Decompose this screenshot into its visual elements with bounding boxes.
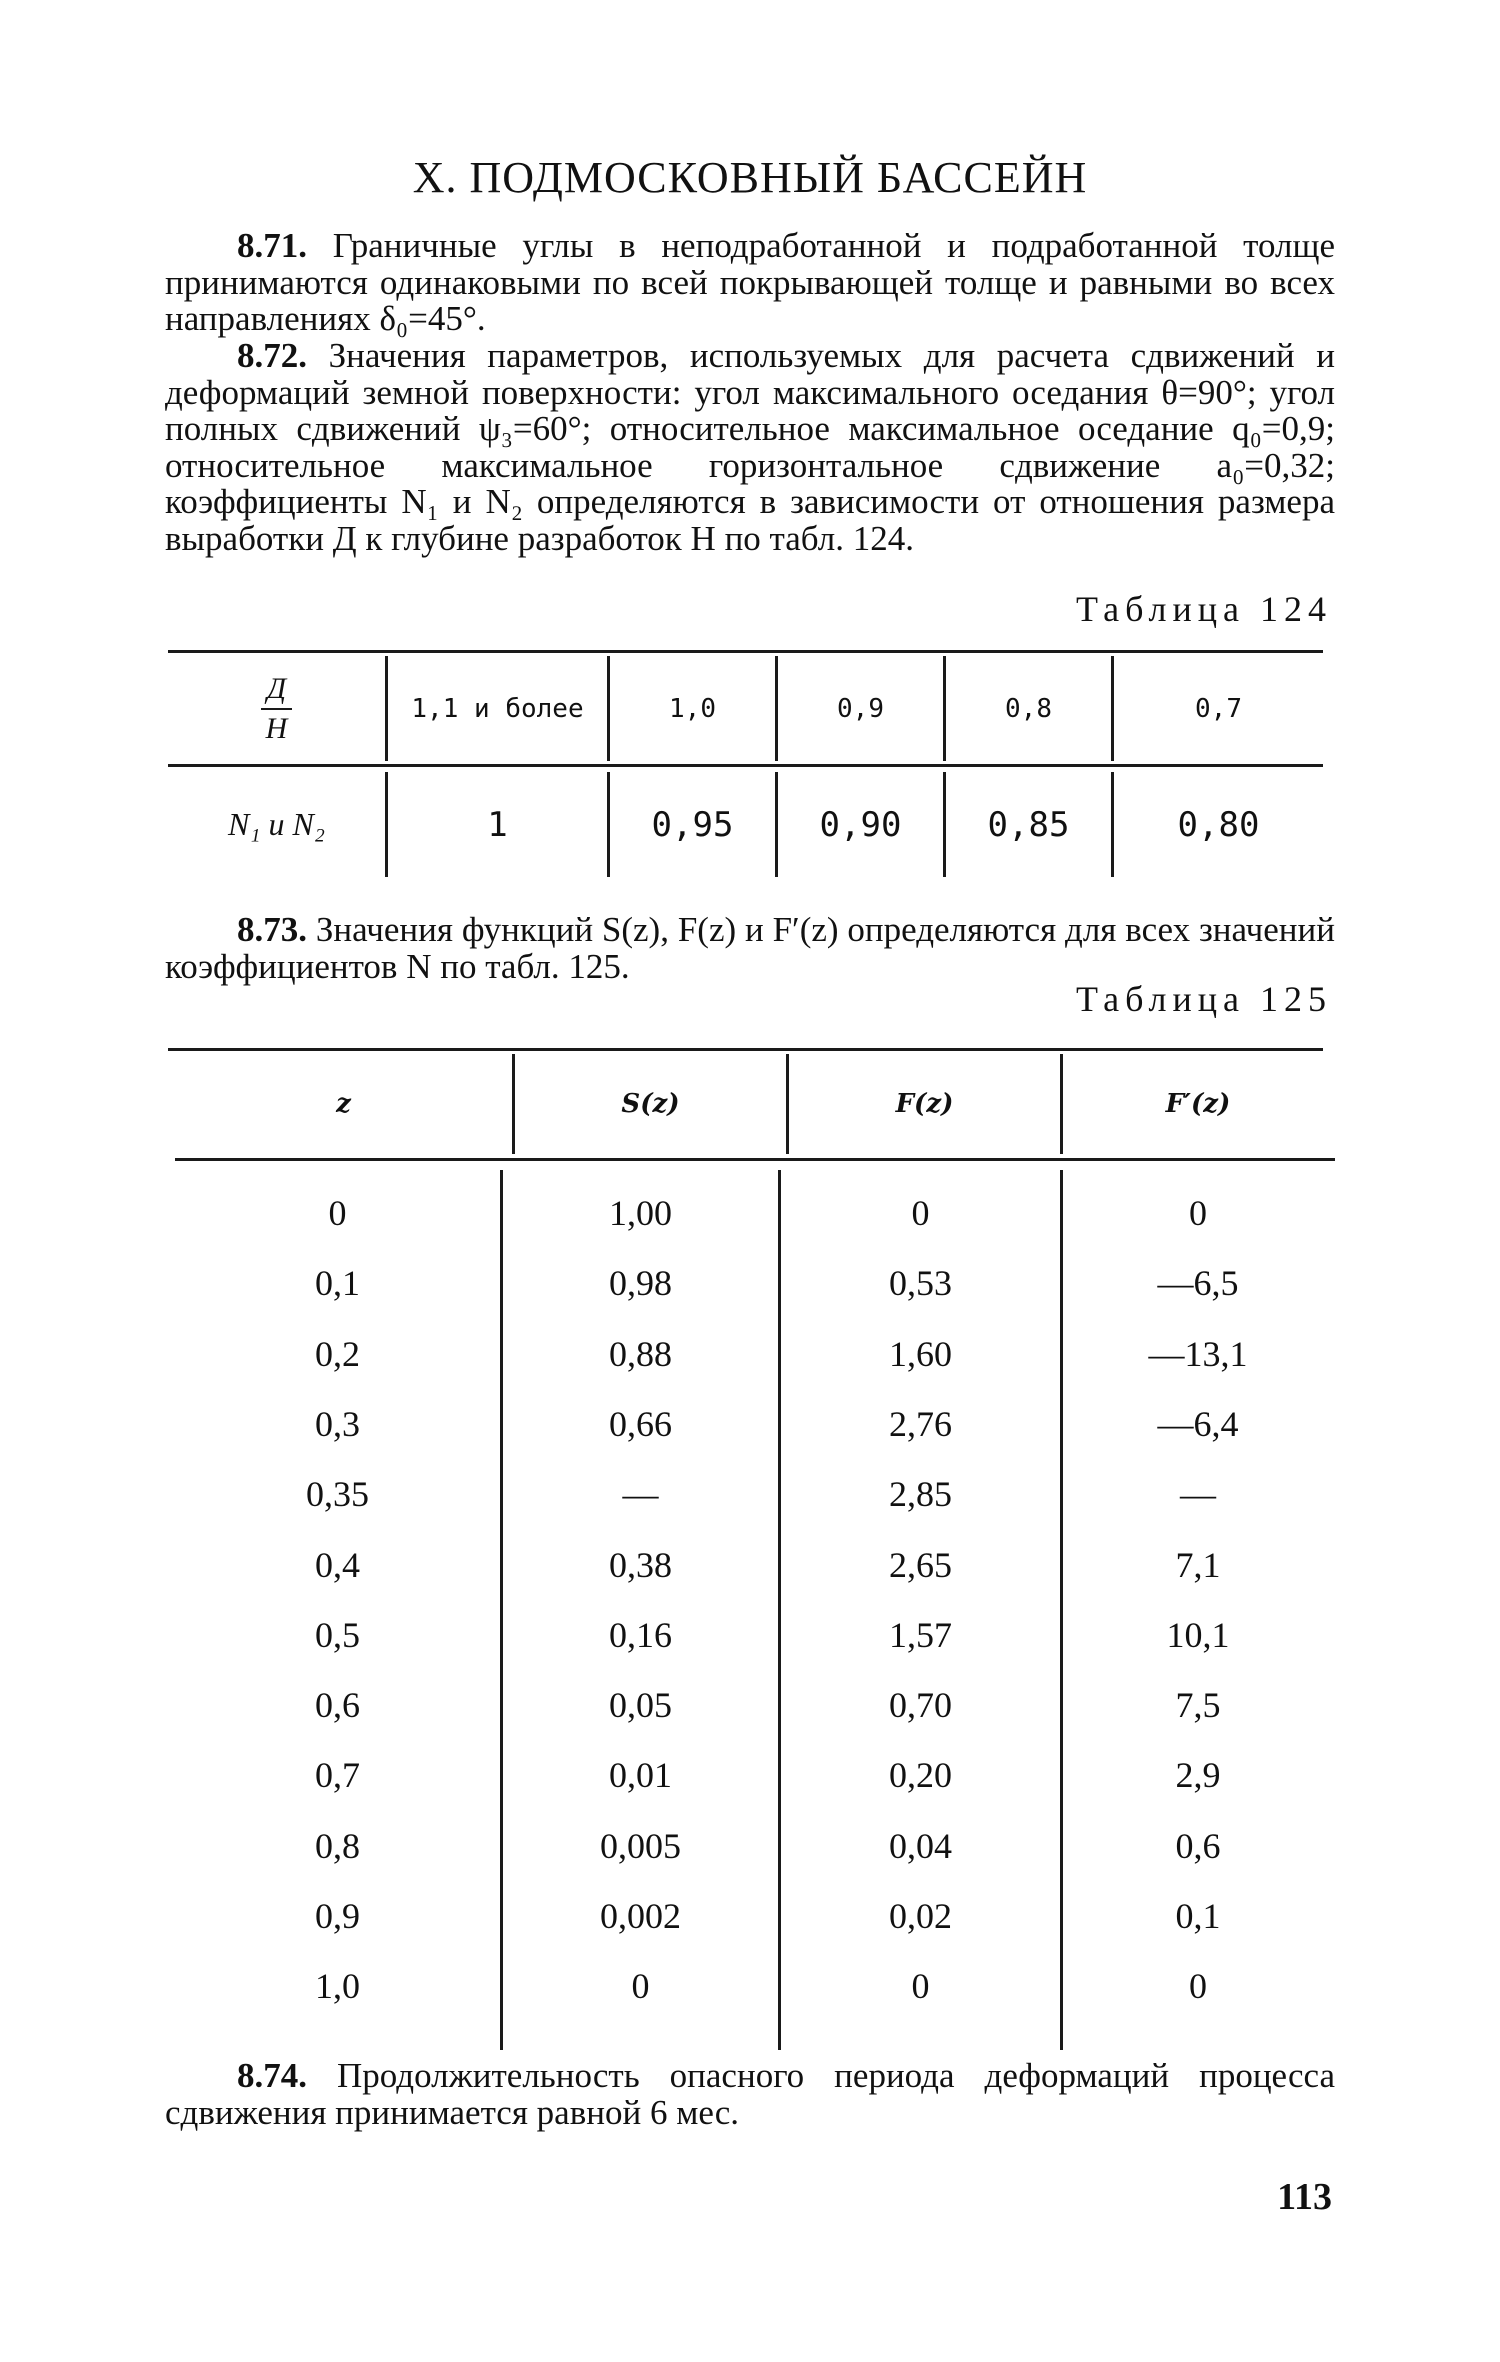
table-cell: 0,20 [889,1755,952,1796]
table-cell: 0,70 [889,1685,952,1726]
header-cell: 0,9 [837,693,884,724]
table-cell: 2,65 [889,1544,952,1585]
table-cell: 0,05 [609,1685,672,1726]
table-cell: 0 [328,1193,347,1233]
paragraph-number: 8.73. [237,910,307,949]
header-cell-f-prime: F′(z) [1165,1089,1231,1119]
header-cell-s: S(z) [621,1089,680,1119]
table-cell: 0,16 [609,1614,672,1655]
table-cell: — [622,1474,659,1515]
table-cell: —13,1 [1148,1333,1248,1374]
table-cell: 0,3 [315,1403,360,1444]
table-cell: 0,002 [600,1896,681,1936]
table-125-caption: Таблица 125 [1076,979,1332,1019]
table-cell: 7,5 [1175,1685,1221,1726]
table-cell: 0,9 [315,1896,360,1936]
table-cell: 0,8 [315,1825,360,1866]
table-cell: 0,02 [889,1896,952,1936]
ratio-fraction [261,670,292,748]
row-label-n1-n2: N₁ и N₂ [228,806,325,842]
table-cell: 0,04 [889,1825,952,1866]
table-cell: 0,005 [600,1825,681,1866]
table-cell: 0 [631,1966,650,2007]
table-cell: 0,1 [1175,1896,1221,1936]
table-cell: 0,6 [315,1685,360,1726]
table-cell: 0 [1189,1966,1207,2007]
table-cell: 2,85 [889,1474,952,1515]
value-cell: 0,80 [1177,804,1260,845]
table-rule [168,1048,1323,1051]
table-cell: 0 [1189,1193,1207,1233]
table-cell: 0,5 [315,1614,360,1655]
section-heading: X. ПОДМОСКОВНЫЙ БАССЕЙН [412,153,1088,202]
table-cell: 1,00 [609,1193,672,1233]
table-cell: 0,35 [306,1474,369,1515]
paragraph-number: 8.71. [237,226,307,265]
table-rule [168,650,1323,653]
table-cell: 1,0 [315,1966,360,2007]
ratio-denominator: H [265,711,288,745]
header-cell: 1,1 и более [411,693,584,724]
value-cell: 0,85 [987,804,1070,845]
paragraph-8-72 [165,338,1335,557]
header-cell: 0,7 [1195,693,1242,724]
paragraph-8-71 [165,228,1335,338]
table-cell: 0 [911,1966,930,2007]
table-cell: 2,9 [1175,1755,1221,1796]
table-cell: 0,01 [609,1755,672,1796]
paragraph-number: 8.74. [237,2056,307,2095]
table-cell: 0,53 [889,1263,952,1304]
table-cell: 0,2 [315,1333,360,1374]
table-cell: 0,88 [609,1333,672,1374]
value-cell: 1 [487,804,508,845]
table-rule [175,1158,1335,1161]
table-cell: —6,4 [1157,1403,1239,1444]
table-cell: 0 [911,1193,930,1233]
table-cell: 7,1 [1175,1544,1221,1585]
paragraph-text: Продолжительность опасного периода деформаций процесса сдвижения принимается равной 6 мес. [165,2056,1335,2132]
table-cell: 2,76 [889,1403,952,1444]
table-cell: 0,4 [315,1544,360,1585]
header-cell: 1,0 [669,693,716,724]
table-cell: — [1180,1474,1216,1515]
table-cell: 0,1 [315,1263,360,1304]
paragraph-8-74 [165,2058,1335,2131]
header-cell: 0,8 [1005,693,1052,724]
paragraph-text: Значения параметров, используемых для расчета сдвижений и деформаций земной поверхности: угол максимального оседания θ=90°; угол полных сдвижений ψ₃=60°; относительное максимальное оседание q₀=0,9; относительное максимальное горизонтальное сдвижение a₀=0,32; коэффициенты N₁ и N₂ определяются в зависимости от отношения размера выработки Д к глубине разработок H по табл. 124. [165,336,1335,558]
paragraph-8-73 [165,912,1335,985]
paragraph-number: 8.72. [237,336,307,375]
table-cell: 0,66 [609,1403,672,1444]
table-cell: 0,98 [609,1263,672,1304]
paragraph-text: Граничные углы в неподработанной и подработанной толще принимаются одинаковыми по всей покрывающей толще и равными во всех направлениях δ₀=45°. [165,226,1335,338]
table-cell: 1,57 [889,1614,952,1655]
ratio-numerator: Д [261,670,292,710]
header-cell-f: F(z) [895,1089,954,1119]
page-number: 113 [1277,2176,1332,2218]
table-cell: 0,6 [1175,1825,1221,1866]
value-cell: 0,90 [819,804,902,845]
table-cell: 0,38 [609,1544,672,1585]
table-124-caption: Таблица 124 [1076,589,1332,629]
paragraph-text: Значения функций S(z), F(z) и F′(z) определяются для всех значений коэффициентов N по табл. 125. [165,910,1335,986]
table-cell: 10,1 [1166,1614,1230,1655]
table-cell: 0,7 [315,1755,360,1796]
header-cell-ratio [168,656,385,761]
value-cell: 0,95 [651,804,734,845]
table-cell: 1,60 [889,1333,952,1374]
header-cell-z: z [336,1089,351,1119]
table-rule [168,764,1323,767]
table-cell: —6,5 [1157,1263,1239,1304]
